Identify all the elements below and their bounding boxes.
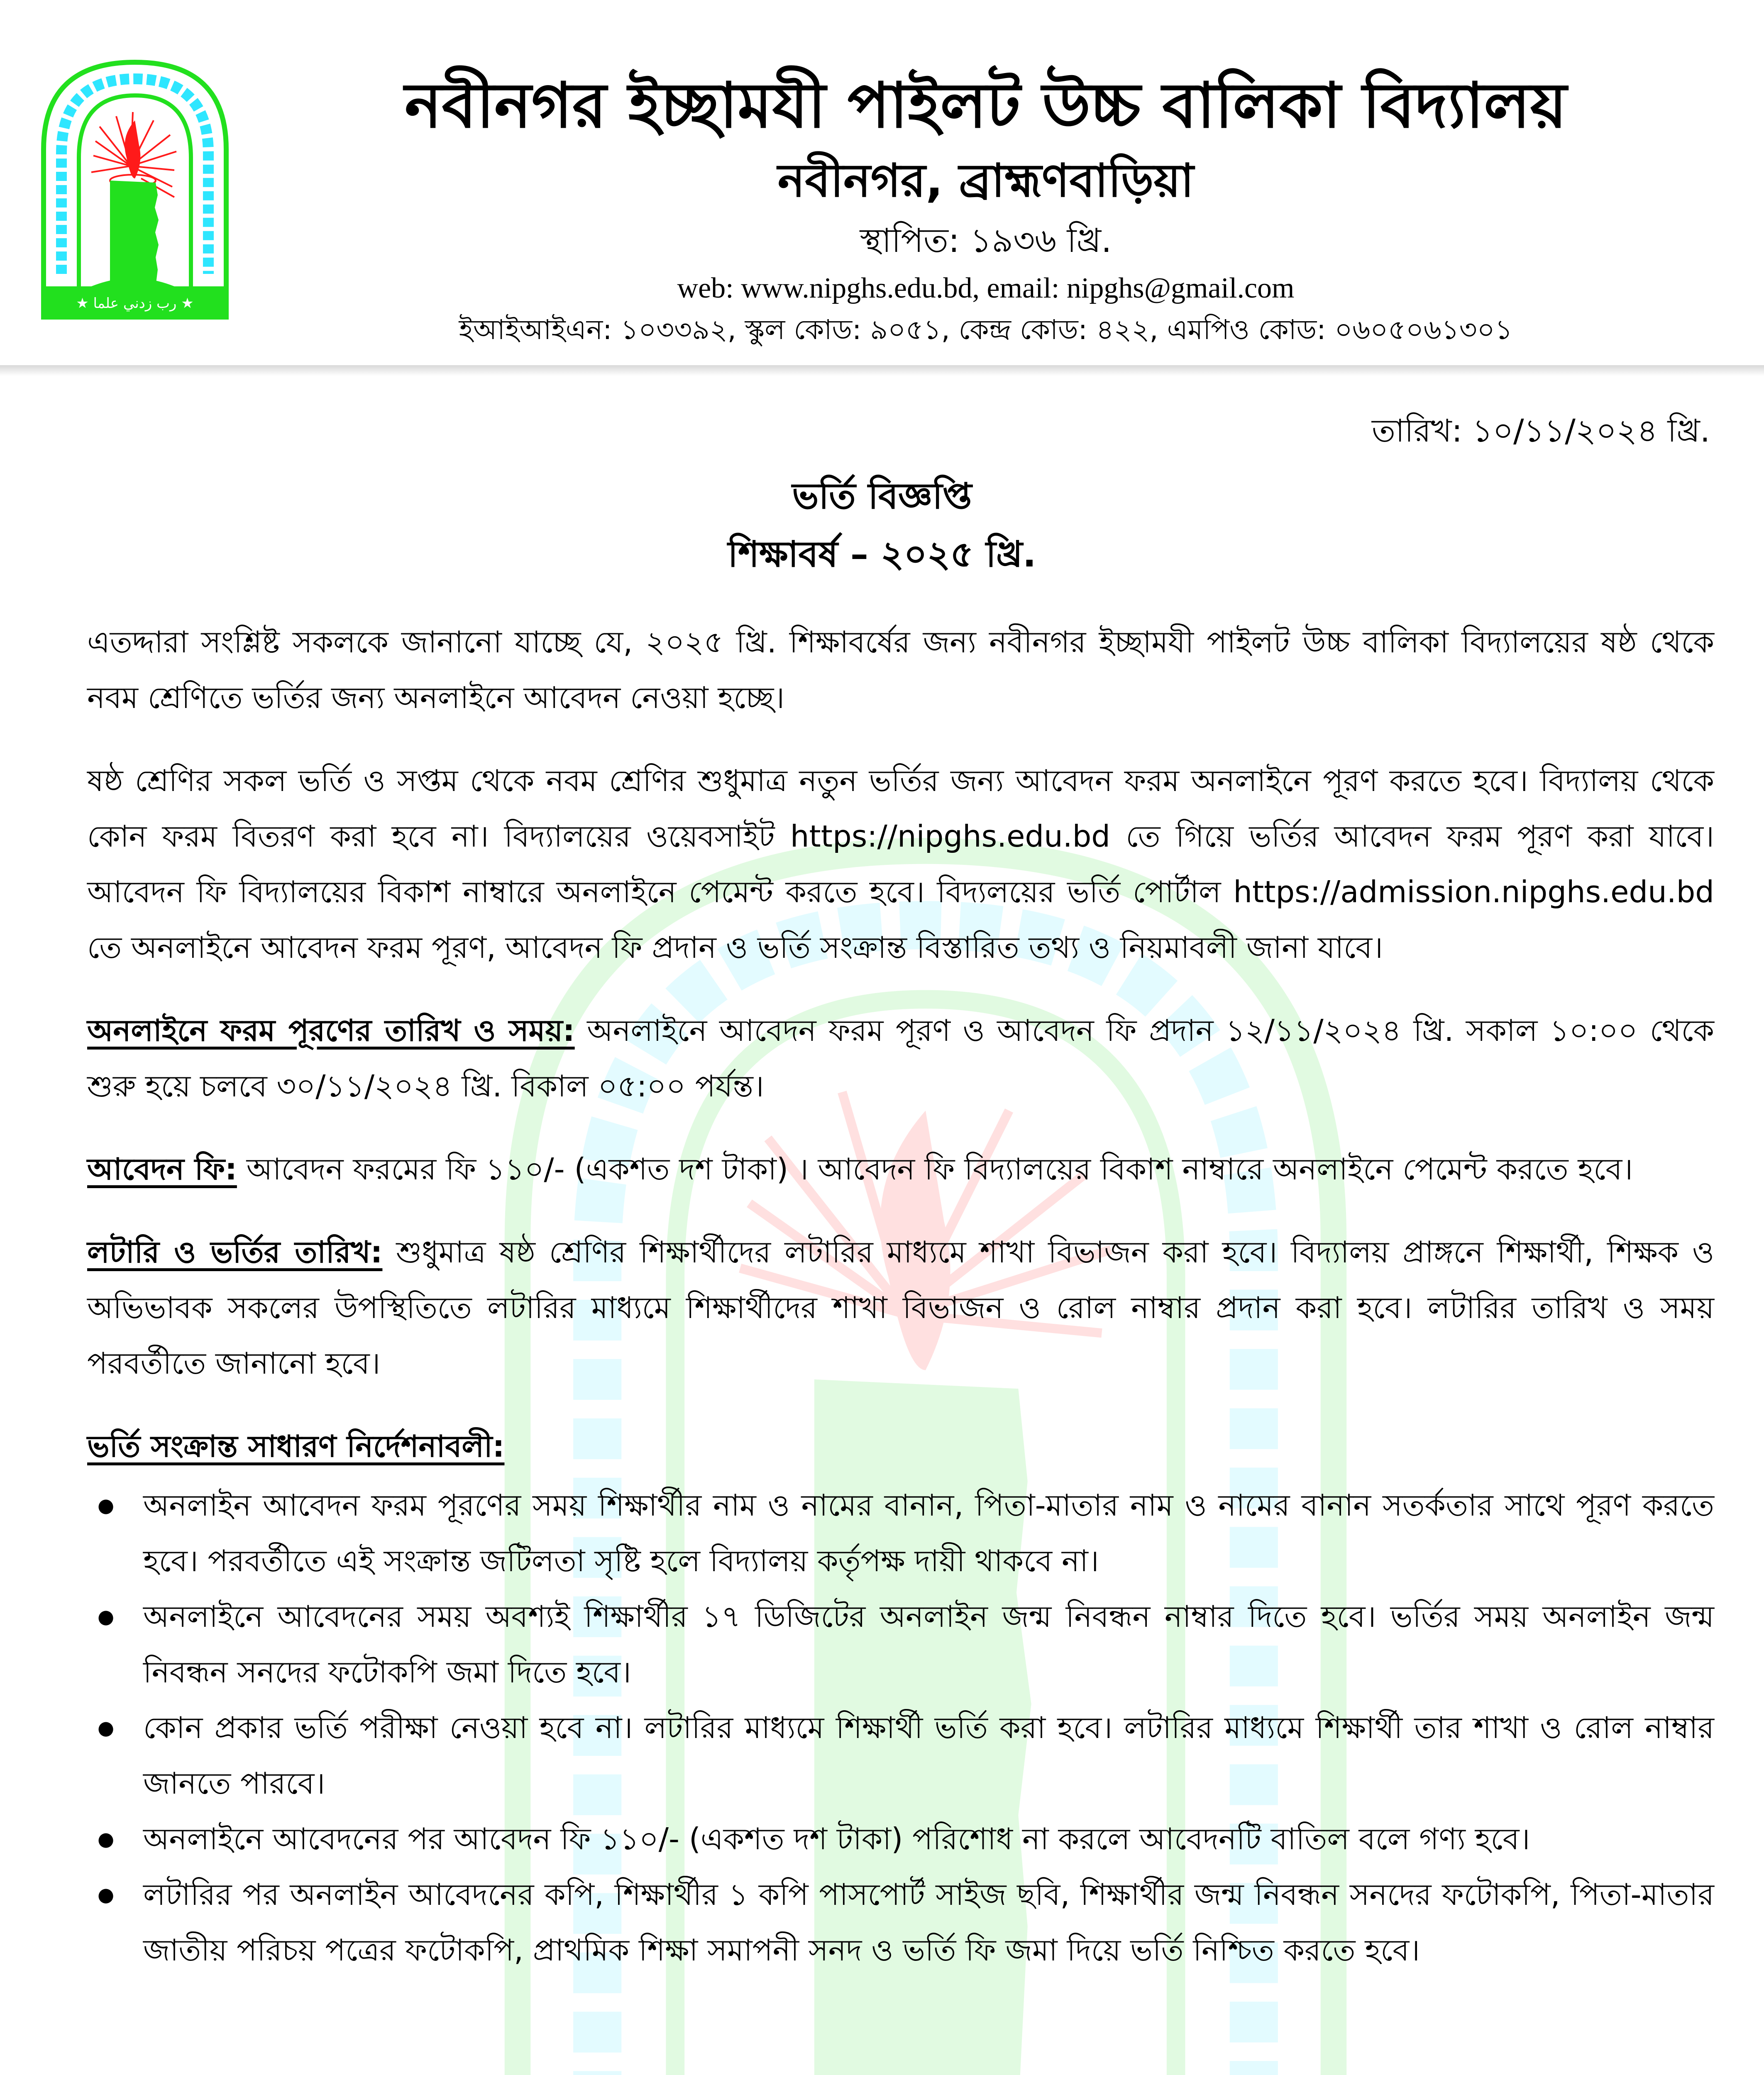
section-label: আবেদন ফি:	[87, 1152, 237, 1186]
school-logo	[37, 54, 232, 320]
contact-info: web: www.nipghs.edu.bd, email: nipghs@gmail.com	[677, 272, 1295, 304]
section-label: অনলাইনে ফরম পূরণের তারিখ ও সময়:	[87, 1013, 575, 1048]
lottery-admission-date	[87, 1224, 1714, 1391]
form-fill-schedule	[87, 1003, 1714, 1114]
section-text: অনলাইনে আবেদন ফরম পূরণ ও আবেদন ফি প্রদান ১২/১১/২০২৪ খ্রি. সকাল ১০:০০ থেকে শুরু হয়ে চলবে ৩০/১১/২০২৪ খ্রি. বিকাল ০৫:০০ পর্যন্ত।	[87, 1013, 1715, 1103]
logo-motto: ★ رب زدني علما ★	[76, 295, 194, 312]
school-name: নবীনগর ইচ্ছামযী পাইলট উচ্চ বালিকা বিদ্যালয়	[405, 70, 1567, 142]
instruction-item: ● অনলাইন আবেদন ফরম পূরণের সময় শিক্ষার্থীর নাম ও নামের বানান, পিতা-মাতার নাম ও নামের বানান সতর্কতার সাথে পূরণ করতে হবে। পরবর্তীতে এই সংক্রান্ত জটিলতা সৃষ্টি হলে বিদ্যালয় কর্তৃপক্ষ দায়ী থাকবে না।	[143, 1477, 1714, 1589]
section-text: আবেদন ফরমের ফি ১১০/- (একশত দশ টাকা) । আবেদন ফি বিদ্যালয়ের বিকাশ নাম্বারে অনলাইনে পেমেন্ট করতে হবে।	[237, 1152, 1633, 1186]
section-text: শুধুমাত্র ষষ্ঠ শ্রেণির শিক্ষার্থীদের লটারির মাধ্যমে শাখা বিভাজন করা হবে। বিদ্যালয় প্রাঙ্গনে শিক্ষার্থী, শিক্ষক ও অভিভাবক সকলের উপস্থিতিতে লটারির মাধ্যমে শিক্ষার্থীদের শাখা বিভাজন ও রোল নাম্বার প্রদান করা হবে। লটারির তারিখ ও সময় পরবর্তীতে জানানো হবে।	[87, 1235, 1714, 1381]
established-year: স্থাপিত: ১৯৩৬ খ্রি.	[860, 221, 1112, 260]
header-divider	[0, 365, 1764, 376]
instruction-item: ● লটারির পর অনলাইন আবেদনের কপি, শিক্ষার্থীর ১ কপি পাসপোর্ট সাইজ ছবি, শিক্ষার্থীর জন্ম নিবন্ধন সনদের ফটোকপি, পিতা-মাতার জাতীয় পরিচয় পত্রের ফটোকপি, প্রাথমিক শিক্ষা সমাপনী সনদ ও ভর্তি ফি জমা দিয়ে ভর্তি নিশ্চিত করতে হবে।	[143, 1867, 1714, 1978]
application-fee	[87, 1141, 1714, 1197]
institution-codes: ইআইআইএন: ১০৩৩৯২, স্কুল কোড: ৯০৫১, কেন্দ্র কোড: ৪২২, এমপিও কোড: ০৬০৫০৬১৩০১	[459, 314, 1513, 346]
instruction-item: ● অনলাইনে আবেদনের পর আবেদন ফি ১১০/- (একশত দশ টাকা) পরিশোধ না করলে আবেদনটি বাতিল বলে গণ্য হবে।	[143, 1811, 1714, 1867]
instruction-item: ● অনলাইনে আবেদনের সময় অবশ্যই শিক্ষার্থীর ১৭ ডিজিটের অনলাইন জন্ম নিবন্ধন নাম্বার দিতে হবে। ভর্তির সময় অনলাইন জন্ম নিবন্ধন সনদের ফটোকপি জমা দিতে হবে।	[143, 1589, 1714, 1700]
online-form-paragraph: ষষ্ঠ শ্রেণির সকল ভর্তি ও সপ্তম থেকে নবম শ্রেণির শুধুমাত্র নতুন ভর্তির জন্য আবেদন ফরম অনলাইনে পূরণ করতে হবে। বিদ্যালয় থেকে কোন ফরম বিতরণ করা হবে না। বিদ্যালয়ের ওয়েবসাইট https://nipghs.edu.bd তে গিয়ে ভর্তির আবেদন ফরম পূরণ করা যাবে। আবেদন ফি বিদ্যালয়ের বিকাশ নাম্বারে অনলাইনে পেমেন্ট করতে হবে। বিদ্যলয়ের ভর্তি পোর্টাল https://admission.nipghs.edu.bd তে অনলাইনে আবেদন ফরম পূরণ, আবেদন ফি প্রদান ও ভর্তি সংক্রান্ত বিস্তারিত তথ্য ও নিয়মাবলী জানা যাবে।	[87, 763, 1714, 965]
section-label: লটারি ও ভর্তির তারিখ:	[87, 1235, 383, 1269]
notice-date: তারিখ: ১০/১১/২০২৪ খ্রি.	[1371, 412, 1710, 449]
academic-year: শিক্ষাবর্ষ – ২০২৫ খ্রি.	[728, 534, 1036, 575]
letterhead	[249, 66, 1722, 351]
instructions-heading: ভর্তি সংক্রান্ত সাধারণ নির্দেশনাবলী:	[87, 1429, 505, 1464]
notice-title: ভর্তি বিজ্ঞপ্তি	[792, 476, 972, 517]
instruction-item: ● কোন প্রকার ভর্তি পরীক্ষা নেওয়া হবে না। লটারির মাধ্যমে শিক্ষার্থী ভর্তি করা হবে। লটারির মাধ্যমে শিক্ষার্থী তার শাখা ও রোল নাম্বার জানতে পারবে।	[143, 1700, 1714, 1811]
notice-body	[87, 614, 1714, 1978]
school-location: নবীনগর, ব্রাহ্মণবাড়িয়া	[777, 154, 1194, 207]
instructions-list	[87, 1477, 1714, 1978]
intro-paragraph: এতদ্দারা সংশ্লিষ্ট সকলকে জানানো যাচ্ছে যে, ২০২৫ খ্রি. শিক্ষাবর্ষের জন্য নবীনগর ইচ্ছামযী পাইলট উচ্চ বালিকা বিদ্যালয়ের ষষ্ঠ থেকে নবম শ্রেণিতে ভর্তির জন্য অনলাইনে আবেদন নেওয়া হচ্ছে।	[87, 625, 1714, 715]
